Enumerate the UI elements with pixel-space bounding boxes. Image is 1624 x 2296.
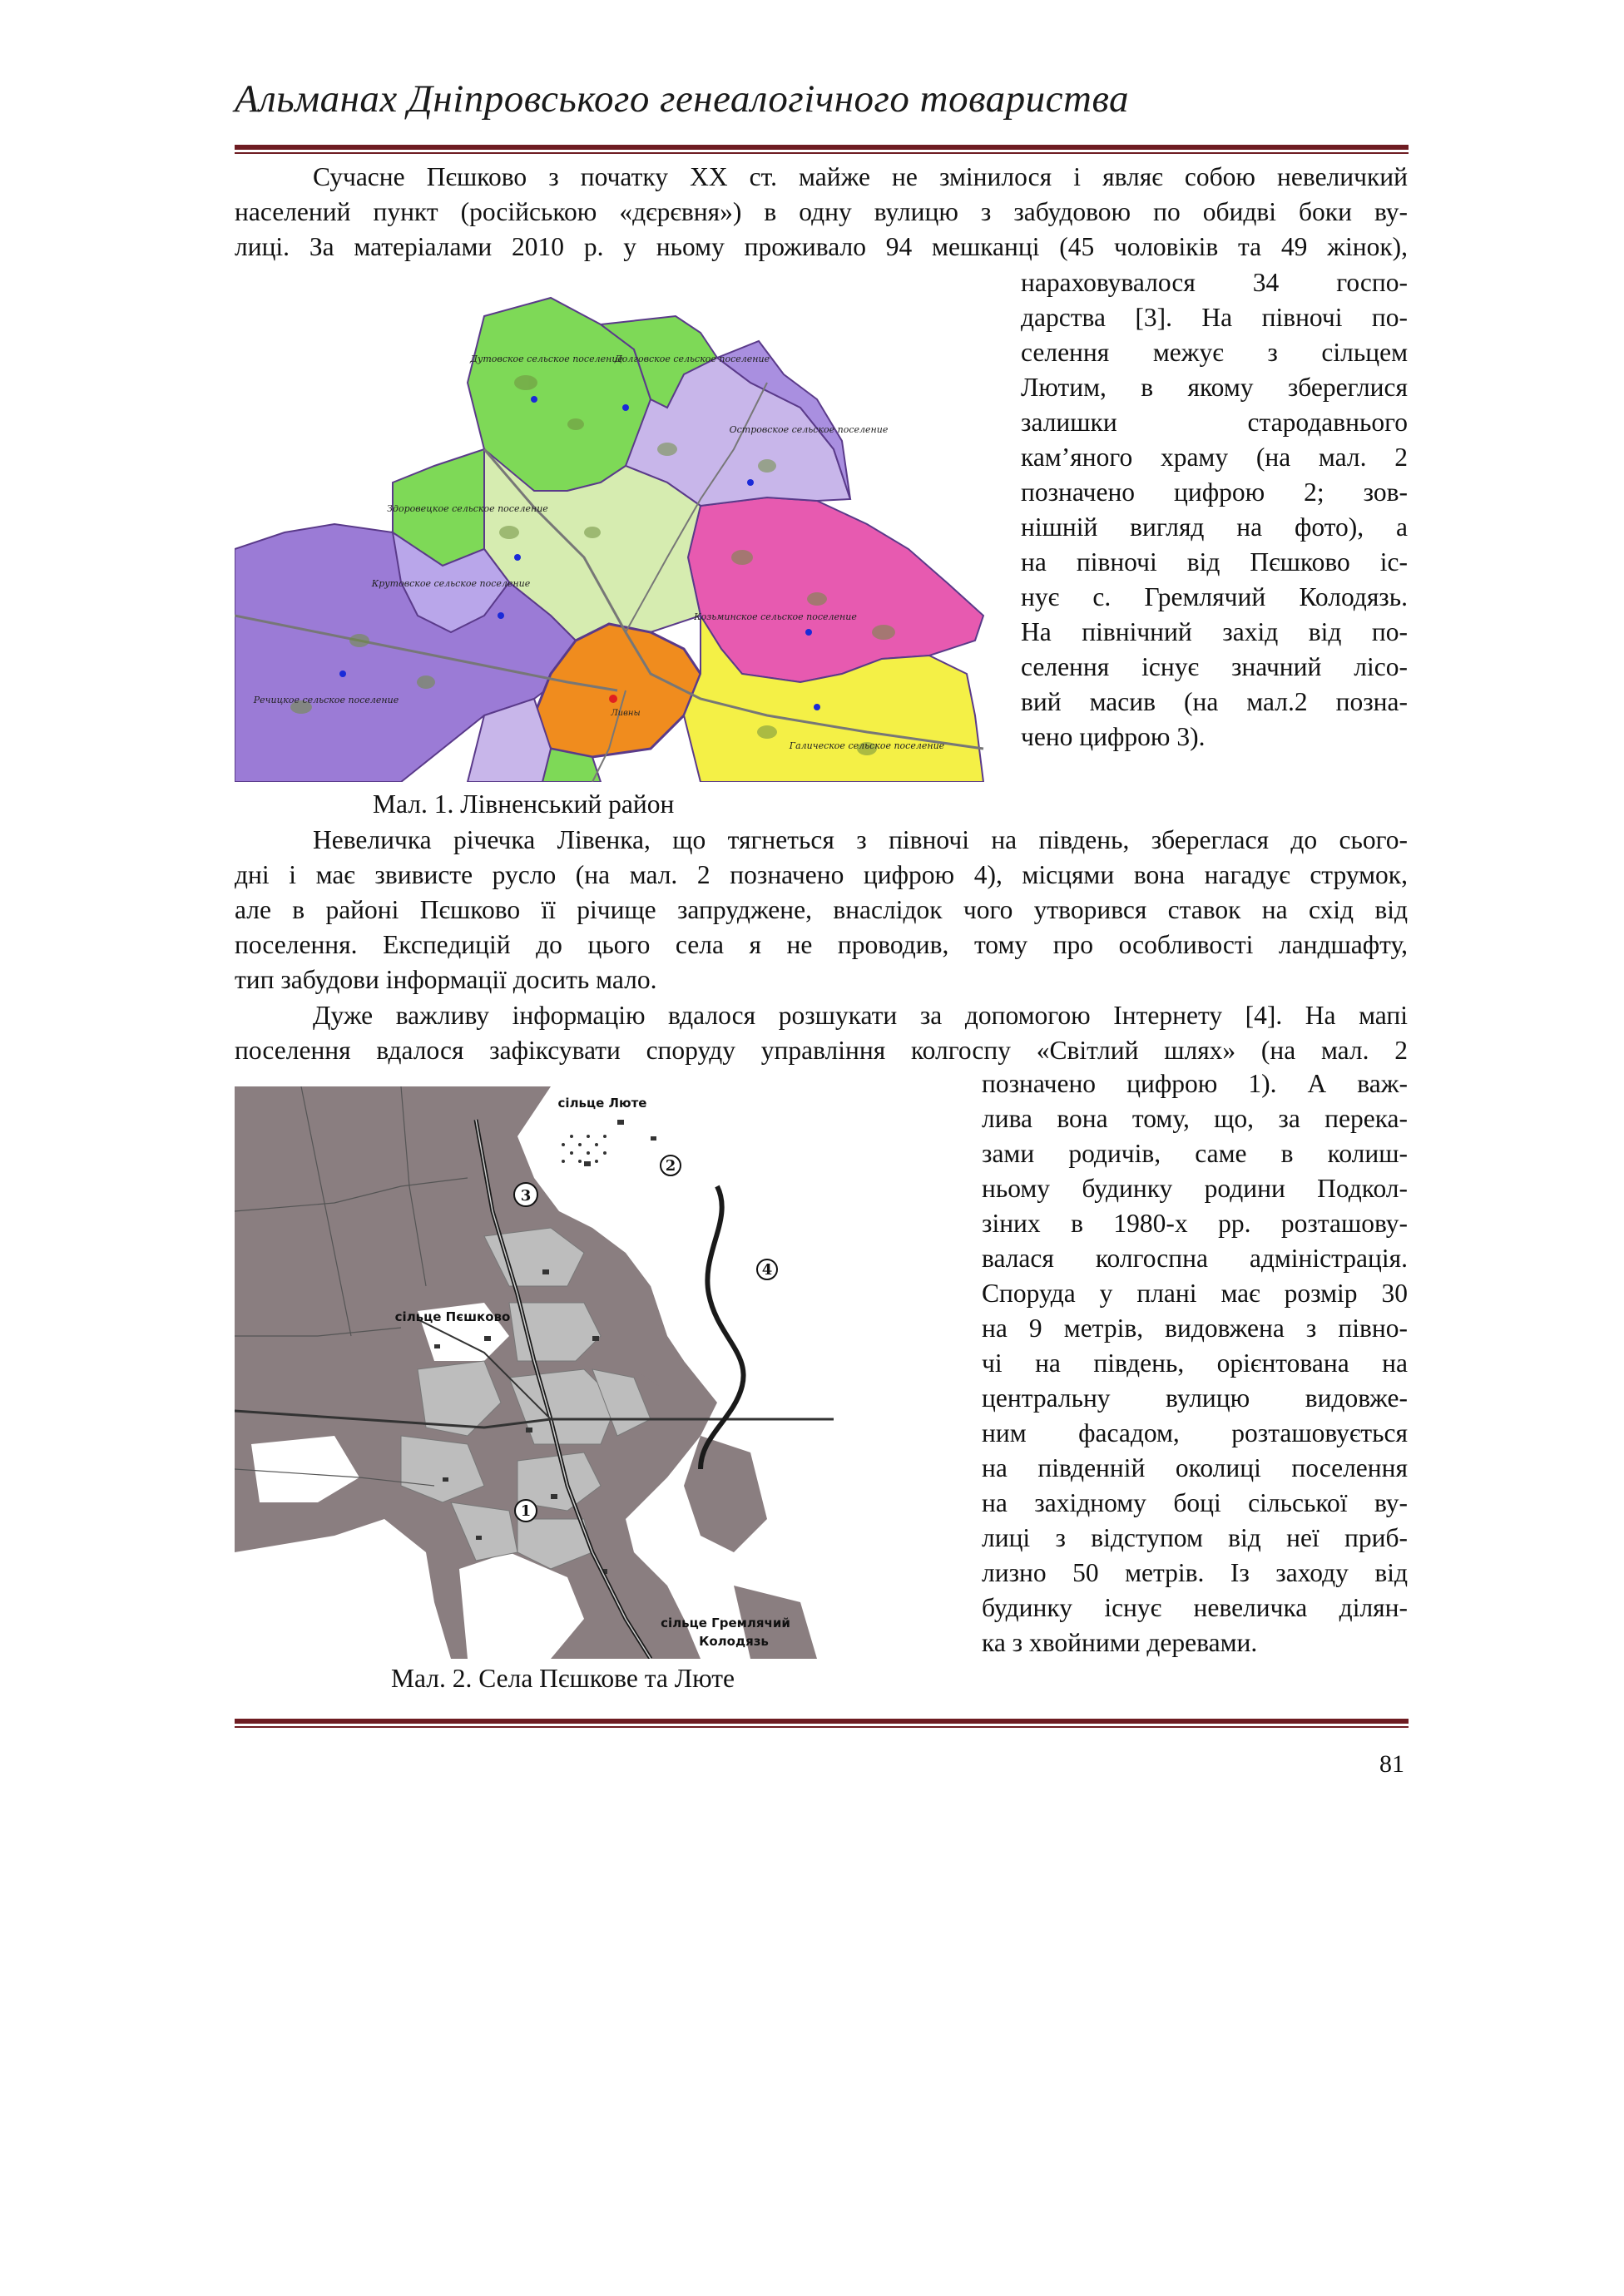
text-line: на південній околиці поселення bbox=[982, 1453, 1408, 1482]
text-line: селення межує з сільцем bbox=[1021, 338, 1408, 367]
text-line: центральну вулицю видовже- bbox=[982, 1383, 1408, 1413]
text-line: Лютим, в якому збереглися bbox=[1021, 373, 1408, 402]
text-line: Дуже важливу інформацію вдалося розшукати за допомогою Інтернету [4]. На мапі bbox=[313, 1001, 1408, 1030]
text-line: позначено цифрою 1). А важ- bbox=[982, 1069, 1408, 1098]
map-marker-4: 4 bbox=[761, 1261, 773, 1279]
map-marker-1: 1 bbox=[520, 1502, 532, 1520]
text-line: нішній вигляд на фото), а bbox=[1021, 512, 1408, 542]
region-label: Козьминское сельское поселение bbox=[694, 611, 857, 622]
text-line: дарства [3]. На півночі по- bbox=[1021, 303, 1408, 332]
text-line: тип забудови інформації досить мало. bbox=[235, 965, 657, 994]
region-label: Галическое сельское поселение bbox=[789, 740, 945, 751]
header-rule bbox=[235, 145, 1409, 154]
text-line: На північний захід від по- bbox=[1021, 617, 1408, 646]
text-line: ньому будинку родини Подкол- bbox=[982, 1174, 1408, 1203]
text-line: ка з хвойними деревами. bbox=[982, 1628, 1258, 1657]
text-line: Споруда у плані має розмір 30 bbox=[982, 1279, 1408, 1308]
map-marker-3: 3 bbox=[520, 1187, 532, 1205]
text-line: чено цифрою 3). bbox=[1021, 722, 1206, 751]
text-line: поселення вдалося зафіксувати споруду управління колгоспу «Світлий шлях» (на мал. 2 bbox=[235, 1036, 1408, 1065]
label-peshkovo: сільце Пєшково bbox=[394, 1309, 511, 1324]
text-line: але в районі Пєшково її річище запруджене, внаслідок чого утворився ставок на схід від bbox=[235, 895, 1408, 924]
text-line: зами родичів, саме в колиш- bbox=[982, 1139, 1408, 1168]
text-line: на 9 метрів, видовжена з півно- bbox=[982, 1314, 1408, 1343]
region-label: Здоровецкое сельское поселение bbox=[387, 503, 548, 514]
text-line: селення існує значний лісо- bbox=[1021, 652, 1408, 681]
text-line: Невеличка річечка Лівенка, що тягнеться з півночі на південь, збереглася до сього- bbox=[313, 825, 1408, 854]
text-line: вий масив (на мал.2 позна- bbox=[1021, 687, 1408, 716]
text-line: на півночі від Пєшково іс- bbox=[1021, 547, 1408, 576]
map-marker-2: 2 bbox=[665, 1157, 676, 1175]
text-line: поселення. Експедицій до цього села я не проводив, тому про особливості ландшафту, bbox=[235, 930, 1408, 959]
district-map bbox=[235, 283, 1019, 782]
text-line: залишки стародавнього bbox=[1021, 408, 1408, 437]
side-text-2 bbox=[982, 1066, 1408, 1660]
text-line: кам’яного храму (на мал. 2 bbox=[1021, 443, 1408, 472]
figure-2-caption: Мал. 2. Села Пєшкове та Люте bbox=[391, 1664, 735, 1693]
text-line: валася колгоспна адміністрація. bbox=[982, 1244, 1408, 1273]
text-line: ним фасадом, розташовується bbox=[982, 1418, 1408, 1447]
text-line: лизно 50 метрів. Із заходу від bbox=[982, 1558, 1408, 1587]
region-label: Островское сельское поселение bbox=[729, 424, 889, 435]
text-line: чі на південь, орієнтована на bbox=[982, 1348, 1408, 1378]
village-map bbox=[235, 1086, 835, 1659]
region-label: Речицкое сельское поселение bbox=[253, 695, 399, 705]
text-line: Сучасне Пєшково з початку XX ст. майже не змінилося і являє собою невеличкий bbox=[313, 162, 1408, 191]
text-line: нує с. Гремлячий Колодязь. bbox=[1021, 582, 1408, 611]
figure-1-caption: Мал. 1. Лівненський район bbox=[373, 789, 675, 819]
text-line: дні і має звивисте русло (на мал. 2 позначено цифрою 4), місцями вона нагадує струмок, bbox=[235, 860, 1408, 889]
paragraph-2 bbox=[235, 823, 1408, 997]
text-line: зіних в 1980-х рр. розташову- bbox=[982, 1209, 1408, 1238]
district-map-figure bbox=[235, 283, 1019, 782]
city-label: Ливны bbox=[611, 709, 641, 718]
label-kolodyaz: Колодязь bbox=[699, 1634, 769, 1649]
text-line: нараховувалося 34 госпо- bbox=[1021, 268, 1408, 297]
text-line: позначено цифрою 2; зов- bbox=[1021, 478, 1408, 507]
village-map-figure bbox=[235, 1086, 835, 1659]
paragraph-1 bbox=[235, 160, 1408, 265]
label-lyute: сільце Люте bbox=[557, 1096, 647, 1111]
paragraph-3 bbox=[235, 998, 1408, 1068]
region-label: Крутовское сельское поселение bbox=[371, 578, 531, 589]
text-line: лиці. За матеріалами 2010 р. у ньому проживало 94 мешканці (45 чоловіків та 49 жінок), bbox=[235, 232, 1408, 261]
text-line: лива вона тому, що, за перека- bbox=[982, 1104, 1408, 1133]
side-text-1 bbox=[1021, 265, 1408, 755]
text-line: лиці з відступом від неї приб- bbox=[982, 1523, 1408, 1552]
text-line: будинку існує невеличка ділян- bbox=[982, 1593, 1408, 1622]
label-gremyachiy: сільце Гремлячий bbox=[661, 1616, 790, 1630]
region-label: Долговское сельское поселение bbox=[614, 354, 770, 364]
footer-rule bbox=[235, 1719, 1409, 1728]
text-line: населений пункт (російською «дєрєвня») в одну вулицю з забудовою по обидві боки ву- bbox=[235, 197, 1408, 226]
journal-title: Альманах Дніпровського генеалогічного товариства bbox=[235, 77, 1130, 121]
text-line: на західному боці сільської ву- bbox=[982, 1488, 1408, 1517]
region-label: Дутовское сельское поселение bbox=[470, 354, 623, 364]
page-number: 81 bbox=[1379, 1750, 1404, 1778]
